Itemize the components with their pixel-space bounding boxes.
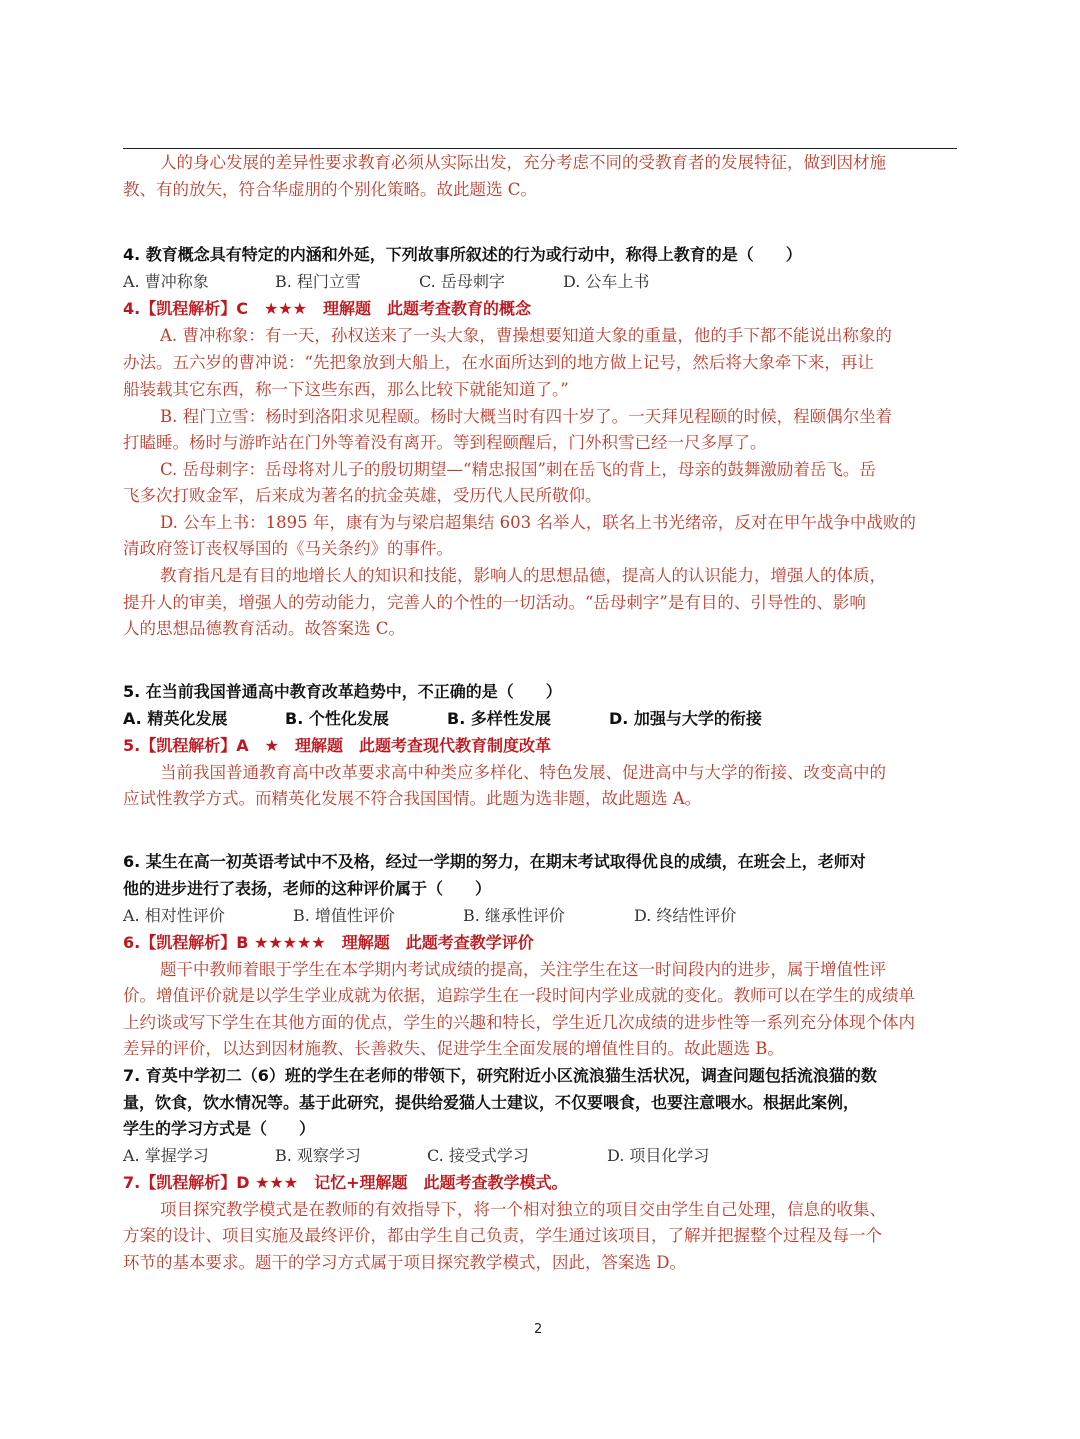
q4-exp-line: 提升人的审美，增强人的劳动能力，完善人的个性的一切活动。“岳母刺字”是有目的、引导性的、影响	[123, 593, 866, 612]
q7-stem-line: 学生的学习方式是（ ）	[123, 1119, 316, 1138]
q4-exp-line: 清政府签订丧权辱国的《马关条约》的事件。	[123, 539, 453, 558]
q4-exp-line: 打瞌睡。杨时与游昨站在门外等着没有离开。等到程颐醒后，门外积雪已经一尺多厚了。	[123, 433, 767, 452]
q6-options	[123, 903, 957, 929]
q5-stem: 5. 在当前我国普通高中教育改革趋势中，不正确的是（ ）	[123, 682, 562, 701]
q6-exp-line: 价。增值评价就是以学生学业成就为依据，追踪学生在一段时间内学业成就的变化。教师可以在学生的成绩单	[123, 986, 915, 1005]
q7-exp-line: 项目探究教学模式是在教师的有效指导下，将一个相对独立的项目交由学生自己处理，信息的收集、	[160, 1200, 886, 1219]
q6-stem-line: 他的进步进行了表扬，老师的这种评价属于（ ）	[123, 879, 492, 898]
q4-option-c: C. 岳母刺字	[419, 272, 505, 291]
q6-exp-line: 上约谈或写下学生在其他方面的优点，学生的兴趣和特长，学生近几次成绩的进步性等一系列充分体现个体内	[123, 1013, 915, 1032]
q4-exp-line: B. 程门立雪：杨时到洛阳求见程颐。杨时大概当时有四十岁了。一天拜见程颐的时候，程颐偶尔坐着	[160, 407, 893, 426]
q6-option-c: B. 继承性评价	[463, 906, 565, 925]
q6-exp-line: 差异的评价，以达到因材施教、长善救失、促进学生全面发展的增值性目的。故此题选 B。	[123, 1039, 784, 1058]
q7-stem-line: 量，饮食，饮水情况等。基于此研究，提供给爱猫人士建议，不仅要喂食，也要注意喂水。根据此案例，	[123, 1093, 860, 1112]
page-number: 2	[534, 1322, 543, 1337]
intro-line-2: 教、有的放矢，符合华虚朋的个别化策略。故此题选 C。	[123, 180, 537, 199]
q4-exp-line: 办法。五六岁的曹冲说：“先把象放到大船上，在水面所达到的地方做上记号，然后将大象牵下来，再让	[123, 353, 874, 372]
q6-option-a: A. 相对性评价	[123, 906, 225, 925]
intro-line-1: 人的身心发展的差异性要求教育必须从实际出发，充分考虑不同的受教育者的发展特征，做到因材施	[160, 153, 886, 172]
q4-option-d: D. 公车上书	[563, 272, 650, 291]
q7-option-c: C. 接受式学习	[427, 1146, 529, 1165]
q4-answer-heading: 4.【凯程解析】C ★★★ 理解题 此题考查教育的概念	[123, 299, 531, 318]
q6-exp-line: 题干中教师着眼于学生在本学期内考试成绩的提高，关注学生在这一时间段内的进步，属于增值性评	[160, 960, 886, 979]
q5-options	[123, 706, 957, 732]
q4-exp-line: D. 公车上书：1895 年，康有为与梁启超集结 603 名举人，联名上书光绪帝，反对在甲午战争中战败的	[160, 513, 916, 532]
q5-answer-heading: 5.【凯程解析】A ★ 理解题 此题考查现代教育制度改革	[123, 736, 551, 755]
q6-stem-line: 6. 某生在高一初英语考试中不及格，经过一学期的努力，在期末考试取得优良的成绩，在班会上，老师对	[123, 852, 866, 871]
q7-option-a: A. 掌握学习	[123, 1146, 209, 1165]
q4-exp-line: 飞多次打败金军，后来成为著名的抗金英雄，受历代人民所敬仰。	[123, 486, 602, 505]
q6-answer-heading: 6.【凯程解析】B ★★★★★ 理解题 此题考查教学评价	[123, 933, 534, 952]
q4-exp-line: 人的思想品德教育活动。故答案选 C。	[123, 619, 405, 638]
q5-exp-line: 应试性教学方式。而精英化发展不符合我国国情。此题为选非题，故此题选 A。	[123, 789, 702, 808]
q5-option-d: D. 加强与大学的衔接	[609, 709, 762, 728]
q4-stem: 4. 教育概念具有特定的内涵和外延，下列故事所叙述的行为或行动中，称得上教育的是（ ）	[123, 245, 802, 264]
q4-exp-line: C. 岳母刺字：岳母将对儿子的殷切期望—“精忠报国”刺在岳飞的背上，母亲的鼓舞激励着岳飞。岳	[160, 460, 876, 479]
q4-exp-line: 船装载其它东西，称一下这些东西，那么比较下就能知道了。”	[123, 380, 569, 399]
q6-option-d: D. 终结性评价	[634, 906, 737, 925]
q7-options	[123, 1143, 957, 1169]
q4-exp-line: 教育指凡是有目的地增长人的知识和技能，影响人的思想品德，提高人的认识能力，增强人的体质，	[160, 566, 886, 585]
q7-answer-heading: 7.【凯程解析】D ★★★ 记忆+理解题 此题考查教学模式。	[123, 1173, 568, 1192]
header-rule	[123, 148, 957, 149]
q7-option-d: D. 项目化学习	[607, 1146, 710, 1165]
q7-exp-line: 方案的设计、项目实施及最终评价，都由学生自己负责，学生通过该项目，了解并把握整个过程及每一个	[123, 1226, 882, 1245]
q5-exp-line: 当前我国普通教育高中改革要求高中种类应多样化、特色发展、促进高中与大学的衔接、改变高中的	[160, 763, 886, 782]
q5-option-a: A. 精英化发展	[123, 709, 228, 728]
q7-stem-line: 7. 育英中学初二（6）班的学生在老师的带领下，研究附近小区流浪猫生活状况，调查问题包括流浪猫的数	[123, 1066, 877, 1085]
q7-exp-line: 环节的基本要求。题干的学习方式属于项目探究教学模式，因此，答案选 D。	[123, 1253, 686, 1272]
q4-options	[123, 269, 957, 295]
q4-exp-line: A. 曹冲称象：有一天，孙权送来了一头大象，曹操想要知道大象的重量，他的手下都不能说出称象的	[160, 326, 892, 345]
q7-option-b: B. 观察学习	[275, 1146, 361, 1165]
q4-option-a: A. 曹冲称象	[123, 272, 209, 291]
q4-option-b: B. 程门立雪	[275, 272, 361, 291]
q6-option-b: B. 增值性评价	[293, 906, 395, 925]
q5-option-c: B. 多样性发展	[447, 709, 551, 728]
q5-option-b: B. 个性化发展	[285, 709, 389, 728]
